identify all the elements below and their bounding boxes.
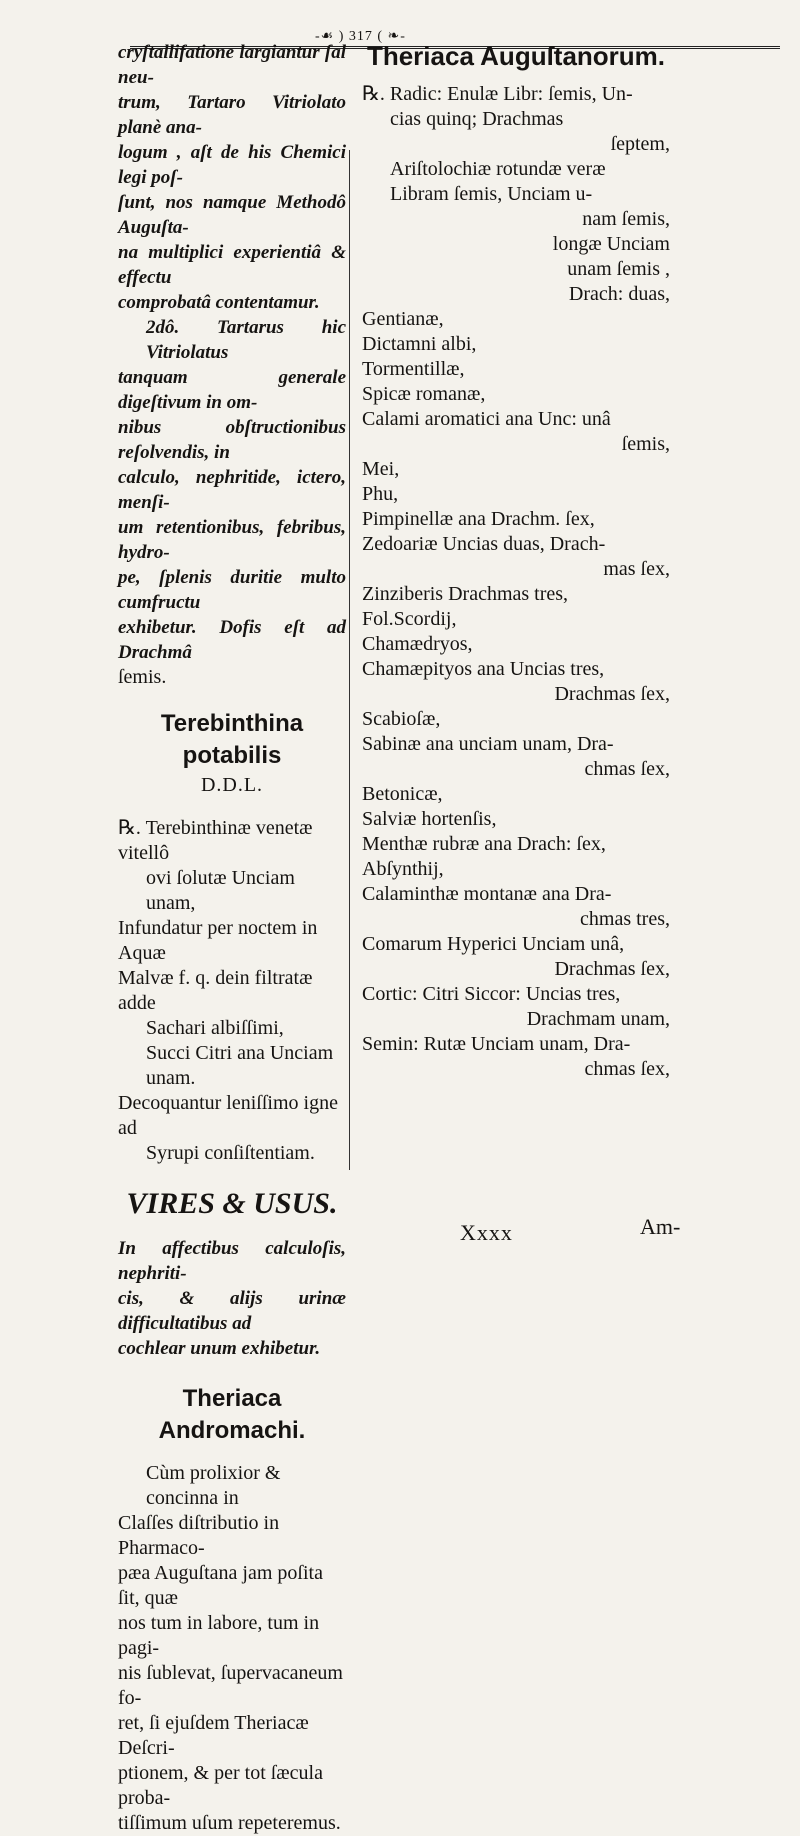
- text-line: 2dô. Tartarus hic Vitriolatus: [146, 317, 346, 363]
- recipe-line: Phu,: [362, 483, 399, 505]
- recipe-line: chmas ſex,: [584, 758, 670, 780]
- text-line: Malvæ f. q. dein filtratæ adde: [118, 967, 313, 1014]
- text-line: Succi Citri ana Unciam unam.: [146, 1042, 334, 1089]
- recipe-line: Calami aromatici ana Unc: unâ: [362, 408, 611, 430]
- text-line: Syrupi conſiſtentiam.: [146, 1142, 315, 1164]
- recipe-line: Scabioſæ,: [362, 708, 441, 730]
- terebinthina-recipe: [118, 816, 346, 1166]
- recipe-line: Dictamni albi,: [362, 333, 477, 355]
- andromachi-heading: Theriaca Andromachi.: [158, 1385, 306, 1444]
- recipe-line: ſemis,: [621, 433, 670, 455]
- recipe-line: Drachmas ſex,: [554, 958, 670, 980]
- recipe-line: Sabinæ ana unciam unam, Dra-: [362, 733, 614, 755]
- recipe-line: Abſynthij,: [362, 858, 444, 880]
- augustanorum-recipe: [362, 82, 670, 1082]
- text-line: pe, ſplenis duritie multo cumfructu: [118, 567, 346, 613]
- text-line: nos tum in labore, tum in pagi-: [118, 1612, 320, 1659]
- text-line: nis ſublevat, ſupervacaneum fo-: [118, 1662, 343, 1709]
- recipe-line: Pimpinellæ ana Drachm. ſex,: [362, 508, 595, 530]
- text-line: um retentionibus, febribus, hydro-: [118, 517, 346, 563]
- text-line: pæa Auguſtana jam poſita ſit, quæ: [118, 1562, 323, 1609]
- page-number: -☙ ) 317 ( ❧-: [315, 29, 406, 44]
- intro-paragraph: [118, 40, 346, 690]
- recipe-line: Fol.Scordij,: [362, 608, 457, 630]
- signature-mark: Xxxx: [460, 1220, 513, 1245]
- text-line: In affectibus calculoſis, nephriti-: [118, 1238, 346, 1284]
- vires-paragraph: [118, 1236, 346, 1361]
- recipe-line: Gentianæ,: [362, 308, 444, 330]
- recipe-line: cias quinq; Drachmas: [390, 108, 564, 130]
- text-line: tanquam generale digeſtivum in om-: [118, 367, 346, 413]
- left-column: [118, 40, 346, 1836]
- andromachi-paragraph: [118, 1461, 346, 1836]
- text-line: ſunt, nos namque Methodô Auguſta-: [118, 192, 346, 238]
- text-line: tiſſimum uſum repeteremus.: [118, 1812, 341, 1834]
- recipe-line: unam ſemis ,: [567, 258, 670, 280]
- text-line: Sachari albiſſimi,: [146, 1017, 284, 1039]
- recipe-line: ℞. Radic: Enulæ Libr: ſemis, Un-: [362, 83, 633, 105]
- recipe-line: Zinziberis Drachmas tres,: [362, 583, 569, 605]
- recipe-line: chmas ſex,: [584, 1058, 670, 1080]
- recipe-line: Cortic: Citri Siccor: Uncias tres,: [362, 983, 621, 1005]
- recipe-line: Tormentillæ,: [362, 358, 465, 380]
- recipe-line: Salviæ hortenſis,: [362, 808, 497, 830]
- recipe-line: Libram ſemis, Unciam u-: [390, 183, 593, 205]
- terebinthina-heading: Terebinthina potabilis: [160, 710, 304, 769]
- text-line: Infundatur per noctem in Aquæ: [118, 917, 318, 964]
- recipe-line: Spicæ romanæ,: [362, 383, 486, 405]
- recipe-line: Comarum Hyperici Unciam unâ,: [362, 933, 625, 955]
- recipe-line: longæ Unciam: [552, 233, 670, 255]
- recipe-line: chmas tres,: [580, 908, 670, 930]
- text-line: nibus obſtructionibus reſolvendis, in: [118, 417, 346, 463]
- text-line: Decoquantur leniſſimo igne ad: [118, 1092, 338, 1139]
- text-line: trum, Tartaro Vitriolato planè ana-: [118, 92, 346, 138]
- recipe-line: ſeptem,: [610, 133, 670, 155]
- text-line: ovi ſolutæ Unciam unam,: [146, 867, 295, 914]
- recipe-line: Ariſtolochiæ rotundæ veræ: [390, 158, 606, 180]
- text-line: ptionem, & per tot ſæcula proba-: [118, 1762, 323, 1809]
- text-line: cis, & alijs urinæ difficultatibus ad: [118, 1288, 346, 1334]
- text-line: logum , aſt de his Chemici legi poſ-: [118, 142, 346, 188]
- text-line: ſemis.: [118, 666, 167, 688]
- text-line: Cùm prolixior & concinna in: [146, 1462, 281, 1509]
- recipe-line: Calaminthæ montanæ ana Dra-: [362, 883, 612, 905]
- text-line: ℞. Terebinthinæ venetæ vitellô: [118, 817, 313, 864]
- recipe-line: Betonicæ,: [362, 783, 443, 805]
- recipe-line: Mei,: [362, 458, 400, 480]
- terebinthina-subheading: D.D.L.: [200, 774, 264, 796]
- vires-heading: VIRES & USUS.: [126, 1187, 338, 1220]
- text-line: Claſſes diſtributio in Pharmaco-: [118, 1512, 280, 1559]
- recipe-line: Chamæpityos ana Uncias tres,: [362, 658, 605, 680]
- recipe-line: Drach: duas,: [568, 283, 670, 305]
- recipe-line: mas ſex,: [603, 558, 670, 580]
- recipe-line: Drachmas ſex,: [554, 683, 670, 705]
- recipe-line: Zedoariæ Uncias duas, Drach-: [362, 533, 606, 555]
- recipe-line: Menthæ rubræ ana Drach: ſex,: [362, 833, 606, 855]
- text-line: cryſtallifatione largiantur ſal neu-: [118, 42, 346, 88]
- text-line: calculo, nephritide, ictero, menſi-: [118, 467, 346, 513]
- recipe-line: Semin: Rutæ Unciam unam, Dra-: [362, 1033, 631, 1055]
- text-line: ret, ſi ejuſdem Theriacæ Deſcri-: [118, 1712, 309, 1759]
- text-line: na multiplici experientiâ & effectu: [118, 242, 346, 288]
- recipe-line: nam ſemis,: [582, 208, 670, 230]
- text-line: cochlear unum exhibetur.: [118, 1338, 321, 1359]
- text-line: comprobatâ contentamur.: [118, 292, 320, 313]
- recipe-line: Drachmam unam,: [526, 1008, 670, 1030]
- recipe-line: Chamædryos,: [362, 633, 473, 655]
- right-column: [362, 40, 670, 1082]
- column-divider: [349, 150, 350, 1170]
- catchword: Am-: [640, 1214, 681, 1239]
- text-line: exhibetur. Dofis eſt ad Drachmâ: [118, 617, 346, 663]
- augustanorum-heading: Theriaca Auguſtanorum.: [366, 41, 666, 71]
